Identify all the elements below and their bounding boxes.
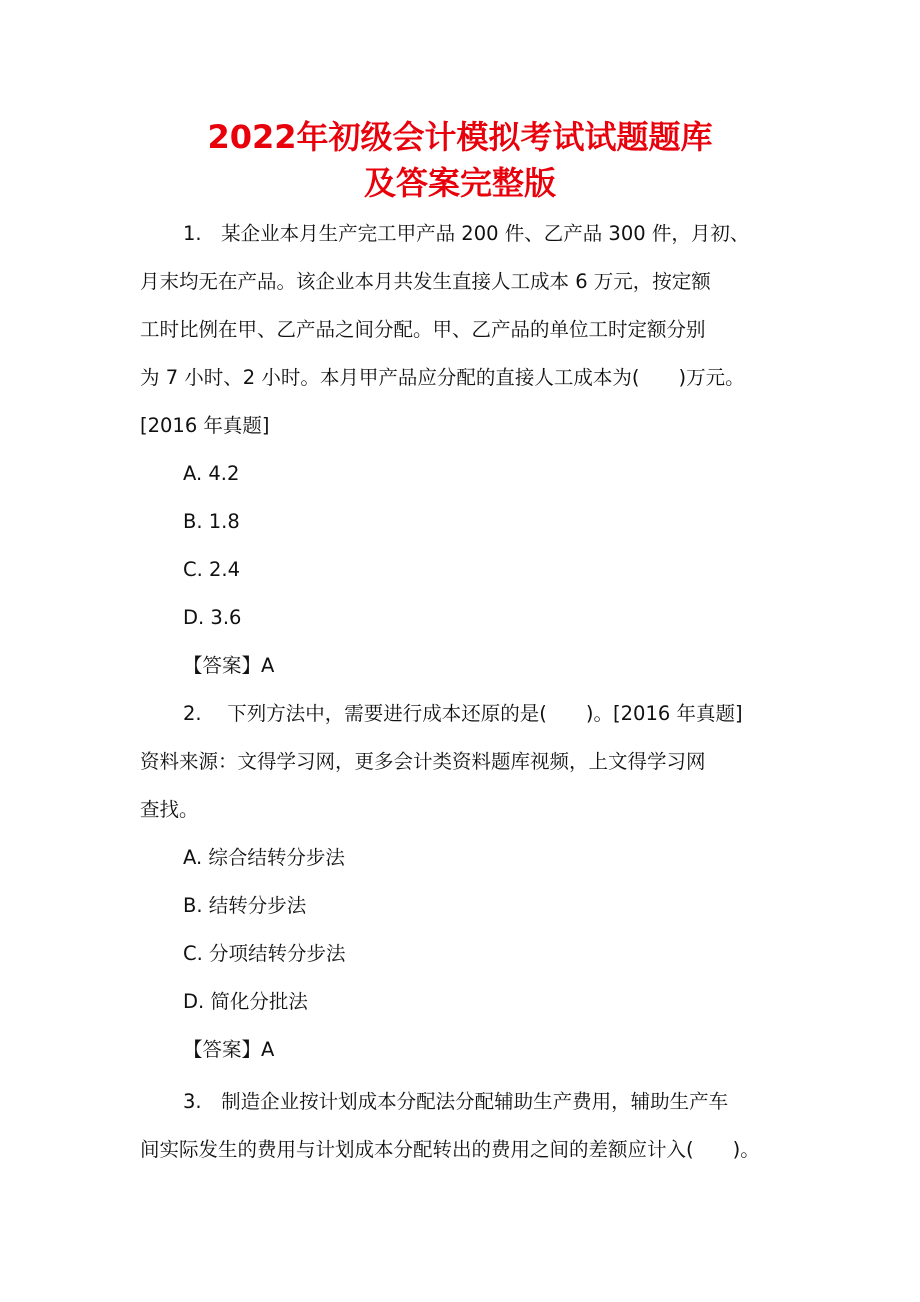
question-2-note: 查找。 (140, 798, 199, 821)
option-d: D. 3.6 (183, 606, 242, 629)
question-1-text: 1. 某企业本月生产完工甲产品 200 件、乙产品 300 件，月初、 (183, 222, 750, 245)
question-1-text: 工时比例在甲、乙产品之间分配。甲、乙产品的单位工时定额分别 (140, 318, 706, 341)
option-a: A. 综合结转分步法 (183, 846, 345, 869)
option-d: D. 简化分批法 (183, 990, 308, 1013)
question-2-note: 资料来源：文得学习网，更多会计类资料题库视频，上文得学习网 (140, 750, 706, 773)
question-3-text: 3. 制造企业按计划成本分配法分配辅助生产费用，辅助生产车 (183, 1090, 729, 1113)
option-c: C. 2.4 (183, 558, 241, 581)
option-b: B. 结转分步法 (183, 894, 307, 917)
question-1-text: 为 7 小时、2 小时。本月甲产品应分配的直接人工成本为( )万元。 (140, 366, 745, 389)
question-1-text: 月末均无在产品。该企业本月共发生直接人工成本 6 万元，按定额 (140, 270, 711, 293)
answer-1: 【答案】A (183, 654, 275, 677)
question-2-text: 2. 下列方法中，需要进行成本还原的是( )。[2016 年真题] (183, 702, 743, 725)
answer-2: 【答案】A (183, 1038, 275, 1061)
document-subtitle: 及答案完整版 (363, 164, 556, 202)
question-3-text: 间实际发生的费用与计划成本分配转出的费用之间的差额应计入( )。 (140, 1138, 760, 1161)
document-title: 2022年初级会计模拟考试试题题库 (207, 118, 713, 156)
question-1-source: [2016 年真题] (140, 414, 270, 437)
option-a: A. 4.2 (183, 462, 240, 485)
option-b: B. 1.8 (183, 510, 240, 533)
option-c: C. 分项结转分步法 (183, 942, 346, 965)
